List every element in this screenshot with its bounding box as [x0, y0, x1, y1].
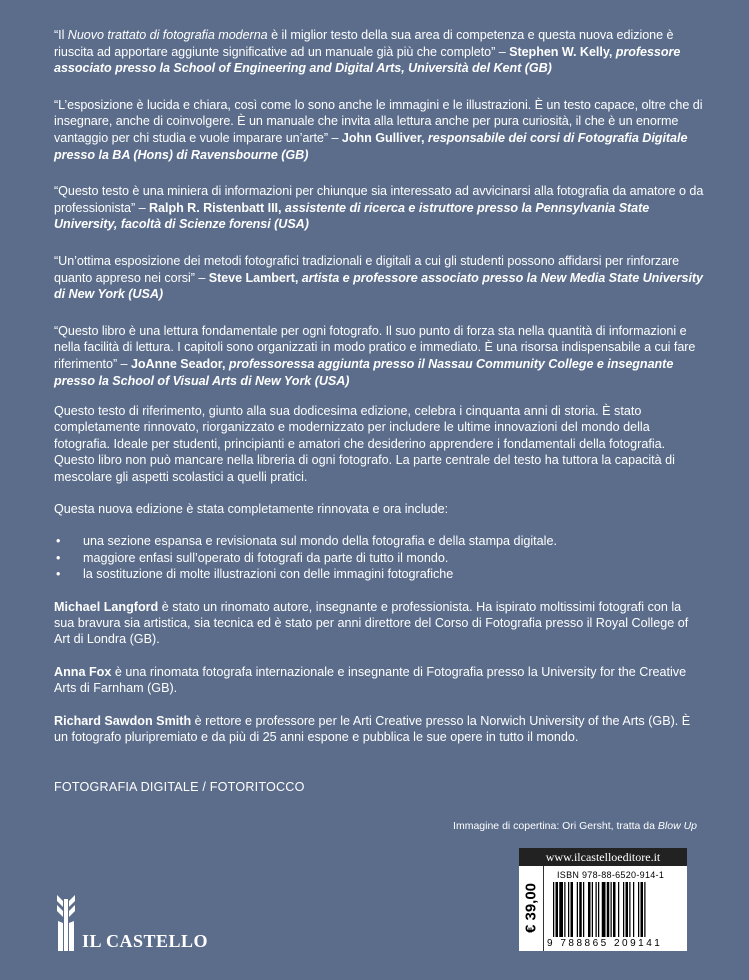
review-quote [54, 323, 704, 389]
list-item: • una sezione espansa e revisionata sul mondo della fotografia e della stampa digitale. [54, 533, 704, 549]
quote-author-role: professore associato presso la School of Engineering and Digital Arts, Università del Kent (GB) [54, 44, 681, 76]
author-bio [54, 599, 704, 648]
quote-separator: , [421, 130, 425, 145]
author-bio-text: è rettore e professore per le Arti Creative presso la Norwich University of the Arts (GB). È un fotografo pluripremiato e da più di 25 anni espone e pubblica le sue opere in tutto il mondo. [54, 713, 691, 745]
isbn-label: ISBN 978-88-6520-914-1 [557, 870, 665, 880]
quote-author-role: assistente di ricerca e istruttore presso la Pennsylvania State University, facoltà di Scienze forensi (USA) [54, 200, 650, 232]
edition-intro: Questa nuova edizione è stata completamente rinnovata e ora include: [54, 502, 449, 517]
author-bio-text: è una rinomata fotografa internazionale e insegnante di Fotografia presso la University for the Creative Arts di Farnham (GB). [54, 664, 687, 696]
quote-author: Steve Lambert [208, 270, 295, 285]
review-quote [54, 97, 704, 163]
quote-separator: , [608, 44, 613, 59]
review-quote [54, 183, 704, 233]
quote-author: John Gulliver [341, 130, 422, 145]
book-description-block [54, 403, 704, 762]
quote-author-role: artista e professore associato presso la New Media State University di New York (USA) [54, 270, 703, 302]
barcode-icon [553, 882, 681, 937]
feature-list [54, 533, 704, 582]
barcode-panel [519, 848, 687, 951]
quote-author: Stephen W. Kelly [509, 44, 609, 59]
quote-author: JoAnne Seador [130, 356, 222, 371]
cover-credit-work: Blow Up [657, 820, 697, 832]
list-item: • maggiore enfasi sull’operato di fotografi da parte di tutto il mondo. [54, 550, 704, 566]
quote-separator: , [278, 200, 282, 215]
quote-text: “L’esposizione è lucida e chiara, così come lo sono anche le immagini e le illustrazioni. È un testo capace, oltre che di insegnare, anche di coinvolgere. È un manuale che invita alla lettura anche per pura curiosità, il che è un enorme vantaggio per chi studia e vuole imparare un’arte” – [54, 97, 703, 145]
review-quote [54, 27, 704, 77]
author-bio [54, 664, 704, 697]
list-item: • la sostituzione di molte illustrazioni con delle immagini fotografiche [54, 566, 704, 582]
quote-separator: , [294, 270, 299, 285]
publisher-name: IL CASTELLO [82, 931, 209, 951]
castle-logo-icon [55, 893, 77, 953]
review-quotes [54, 27, 704, 409]
quote-text: “Un’ottima esposizione dei metodi fotografici tradizionali e digitali a cui gli studenti possono affidarsi per rinforzare quanto appreso nei corsi” – [54, 253, 680, 285]
cover-credit [453, 820, 697, 832]
book-title: Nuovo trattato di fotografia moderna [67, 28, 268, 42]
author-bio-text: è stato un rinomato autore, insegnante e professionista. Ha ispirato moltissimi fotografi con la sua bravura sia artistica, sia tecnica ed è stato per anni direttore del Corso di Fotografia presso il Royal College of Art di Londra (GB). [54, 599, 689, 647]
price-value: € 39,00 [522, 882, 540, 934]
publisher-url: www.ilcastelloeditore.it [519, 848, 687, 866]
cover-credit-text: Immagine di copertina: Ori Gersht, tratta da [453, 820, 658, 832]
ean-number: 9 788865 209141 [547, 938, 663, 949]
quote-author-role: professoressa aggiunta presso il Nassau Community College e insegnante presso la School of Visual Arts di New York (USA) [54, 356, 674, 388]
quote-text: “Questo testo è una miniera di informazioni per chiunque sia interessato ad avvicinarsi alla fotografia da amatore o da professionista” – [54, 184, 704, 215]
book-description: Questo testo di riferimento, giunto alla sua dodicesima edizione, celebra i cinquanta anni di storia. È stato completamente rinnovato, riorganizzato e modernizzato per includere le ultime innovazioni del mondo della fotografia. Ideale per studenti, principianti e amatori che desiderino apprendere i fondamentali della fotografia. Questo libro non può mancare nella libreria di ogni fotografo. La parte centrale del testo ha tuttora la capacità di mescolare gli aspetti scolastici a quelli pratici. [54, 404, 675, 484]
quote-author: Ralph R. Ristenbatt III [149, 200, 278, 215]
quote-text: “Il [54, 28, 68, 42]
author-name: Michael Langford [54, 599, 159, 614]
author-name: Richard Sawdon Smith [54, 713, 192, 728]
author-name: Anna Fox [54, 664, 112, 679]
quote-text: “Questo libro è una lettura fondamentale per ogni fotografo. Il suo punto di forza sta nella quantità di informazioni e nella facilità di lettura. I capitoli sono organizzati in modo pratico e immediato. È una risorsa indispensabile a cui fare riferimento” – [54, 323, 696, 371]
quote-separator: , [221, 356, 226, 371]
quote-text: è il miglior testo della sua area di competenza e questa nuova edizione è riuscita ad apportare aggiunte significative ad un manuale già più che completo” – [54, 28, 674, 59]
review-quote [54, 253, 704, 303]
book-category: FOTOGRAFIA DIGITALE / FOTORITOCCO [54, 780, 305, 794]
quote-author-role: responsabile dei corsi di Fotografia Digitale presso la BA (Hons) di Ravensbourne (GB) [54, 130, 688, 162]
author-bio [54, 713, 704, 746]
price-label [519, 866, 544, 951]
